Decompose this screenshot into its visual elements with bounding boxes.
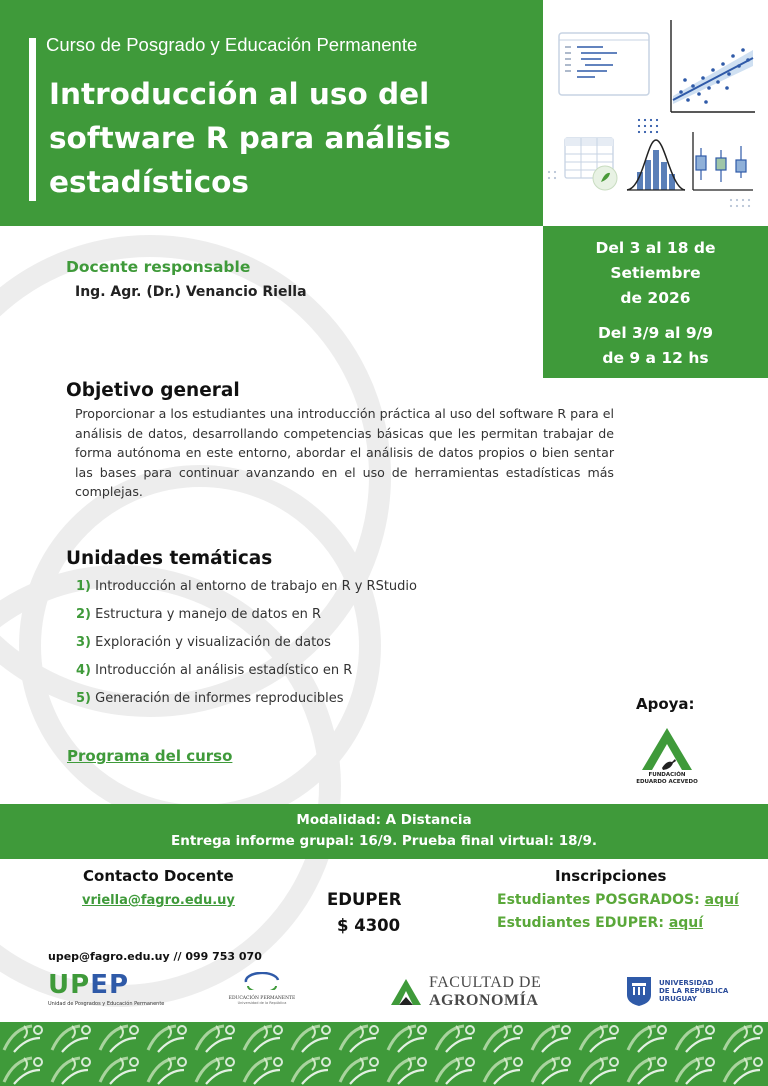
- educacion-permanente-icon: [242, 972, 282, 990]
- apoya-label: Apoya:: [636, 695, 695, 713]
- leaf-pattern-icon: [0, 1022, 768, 1086]
- class-hours-line: de 9 a 12 hs: [602, 349, 709, 367]
- eduper-aqui-link[interactable]: aquí: [668, 915, 704, 931]
- facultad-agronomia-logo: FACULTAD DE AGRONOMÍA: [389, 974, 541, 1010]
- contacto-heading: Contacto Docente: [83, 867, 234, 885]
- docente-name: Ing. Agr. (Dr.) Venancio Riella: [75, 284, 307, 300]
- fundacion-name: FUNDACIÓN EDUARDO ACEVEDO: [636, 772, 698, 785]
- date-year-line: de 2026: [620, 289, 691, 307]
- upep-logo: UPEP Unidad de Posgrados y Educación Permanente: [48, 970, 165, 1007]
- unidades-list: [76, 579, 417, 719]
- udelar-shield-icon: [625, 975, 653, 1007]
- list-item: 1) Introducción al entorno de trabajo en R y RStudio: [76, 579, 417, 594]
- course-dates-box: [543, 226, 768, 378]
- unidades-heading: Unidades temáticas: [66, 548, 273, 569]
- modalidad-text: Modalidad: A Distancia: [296, 812, 472, 828]
- date-range-line: Del 3 al 18 de: [595, 239, 716, 257]
- header-banner: [0, 0, 543, 226]
- statistics-charts-icon: [543, 0, 768, 226]
- statistics-illustration: [543, 0, 768, 226]
- docente-heading: Docente responsable: [66, 258, 251, 276]
- date-month-line: Setiembre: [610, 264, 701, 282]
- inscripcion-eduper: Estudiantes EDUPER: aquí: [497, 915, 704, 931]
- price-amount: $ 4300: [337, 916, 401, 935]
- objetivo-text: Proporcionar a los estudiantes una introducción práctica al uso del software R para el análisis de datos, desarrollando competencias básicas que les permitan trabajar de forma autónoma en este entorno, abordar el análisis de datos propios o bien sentar las bases para continuar avanzando en el uso de herramientas estadísticas más complejas.: [75, 406, 614, 499]
- udelar-logo: UNIVERSIDAD DE LA REPÚBLICA URUGUAY: [625, 975, 728, 1007]
- header-accent-bar: [29, 38, 36, 201]
- programa-link[interactable]: Programa del curso: [67, 747, 233, 765]
- inscripcion-posgrado: Estudiantes POSGRADOS: aquí: [497, 892, 739, 908]
- footer-leaf-pattern: [0, 1022, 768, 1086]
- price-label: EDUPER: [327, 890, 402, 909]
- list-item: 5) Generación de informes reproducibles: [76, 691, 344, 706]
- inscripciones-heading: Inscripciones: [555, 867, 667, 885]
- modalidad-band: [0, 804, 768, 859]
- objetivo-heading: Objetivo general: [66, 380, 240, 401]
- class-days-line: Del 3/9 al 9/9: [597, 324, 714, 342]
- entregas-text: Entrega informe grupal: 16/9. Prueba final virtual: 18/9.: [171, 833, 597, 849]
- list-item: 2) Estructura y manejo de datos en R: [76, 607, 322, 622]
- course-type-subtitle: Curso de Posgrado y Educación Permanente: [46, 34, 418, 55]
- agronomia-icon: [389, 977, 423, 1007]
- list-item: 3) Exploración y visualización de datos: [76, 635, 331, 650]
- upep-contact: upep@fagro.edu.uy // 099 753 070: [48, 950, 262, 963]
- course-title: Introducción al uso del software R para análisis estadísticos: [49, 77, 451, 199]
- list-item: 4) Introducción al análisis estadístico en R: [76, 663, 353, 678]
- educacion-permanente-logo: EDUCACIÓN PERMANENTE Universidad de la República: [226, 972, 298, 1005]
- posgrado-aqui-link[interactable]: aquí: [704, 892, 739, 908]
- contacto-email-link[interactable]: vriella@fagro.edu.uy: [82, 893, 235, 908]
